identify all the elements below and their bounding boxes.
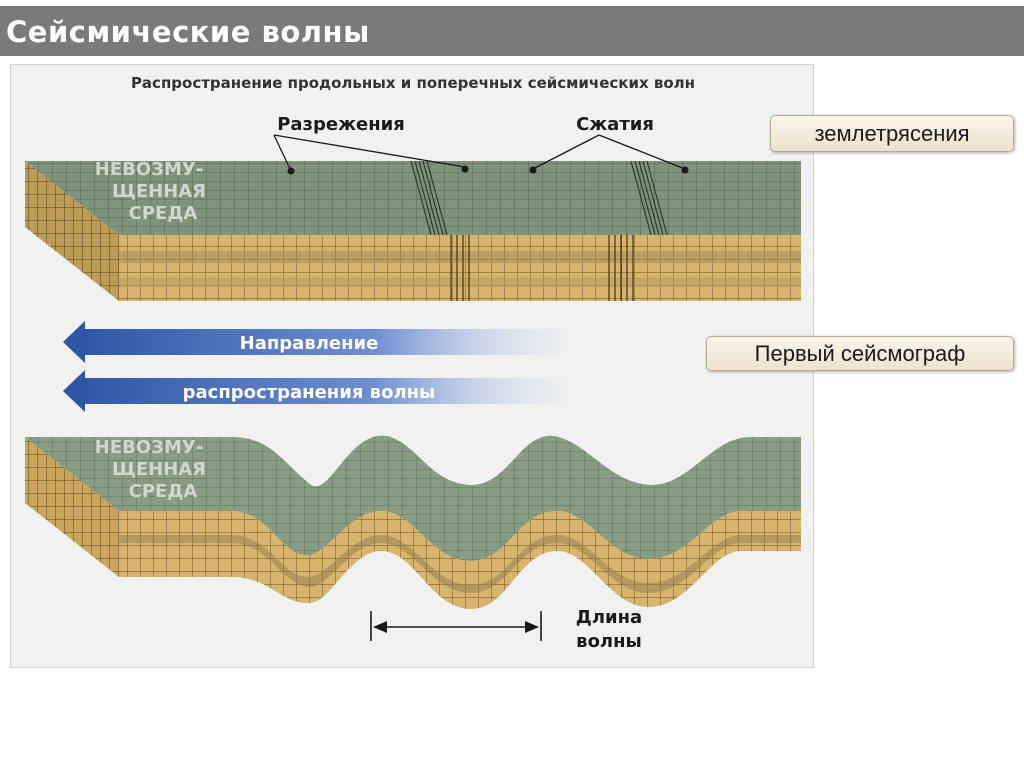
undisturbed-line-3: СРЕДА (128, 203, 198, 224)
wave-diagram (11, 65, 815, 669)
undisturbed-line-3b: СРЕДА (128, 481, 198, 502)
wavelength-marker (371, 611, 541, 641)
slab-front-face (119, 235, 801, 301)
first-seismograph-label: Первый сейсмограф (706, 336, 1014, 371)
wavelength-label-1: Длина (575, 607, 643, 628)
undisturbed-line-1b: НЕВОЗМУ- (94, 437, 204, 458)
rarefactions-label: Разрежения (277, 114, 405, 135)
earthquake-label: землетрясения (770, 115, 1014, 152)
figure-caption: Распространение продольных и поперечных сейсмических волн (130, 74, 696, 92)
title-bar (0, 6, 1024, 56)
wavelength-label-2: волны (576, 631, 642, 652)
seismic-wave-figure (10, 64, 814, 668)
direction-label-1: Направление (239, 333, 379, 354)
compressions-label: Сжатия (576, 114, 654, 135)
undisturbed-line-2: ЩЕННАЯ (111, 181, 207, 202)
page-title: Сейсмические волны (6, 15, 370, 49)
direction-label-2: распространения волны (182, 382, 436, 403)
undisturbed-line-2b: ЩЕННАЯ (111, 459, 207, 480)
undisturbed-line-1: НЕВОЗМУ- (94, 159, 204, 180)
